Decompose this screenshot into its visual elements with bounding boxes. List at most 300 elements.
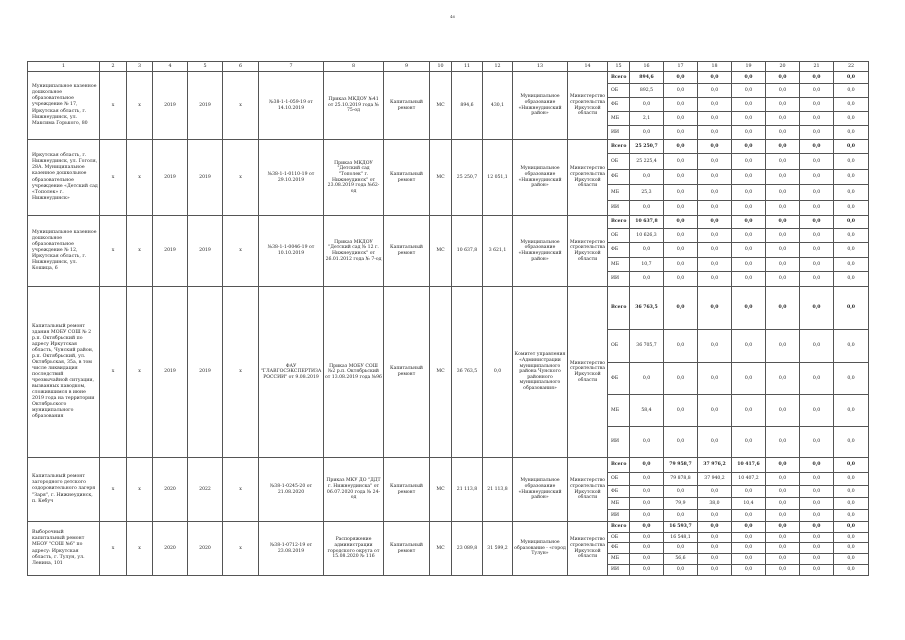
funding-value: 0,0 — [698, 154, 732, 170]
funding-value: 0,0 — [630, 98, 664, 112]
cell-c12: 12 051,1 — [483, 140, 513, 216]
column-header: 17 — [664, 62, 698, 72]
funding-value: 0,0 — [630, 533, 664, 543]
funding-value: 0,0 — [630, 126, 664, 140]
funding-value: 0,0 — [732, 112, 766, 126]
cell-c5: 2019 — [188, 287, 223, 458]
cell-c14: Министерство строительства Иркутской области — [568, 287, 608, 458]
funding-source-label: МБ — [608, 395, 630, 427]
funding-value: 0,0 — [834, 229, 869, 243]
cell-c5: 2020 — [188, 522, 223, 576]
funding-source-label: МБ — [608, 554, 630, 565]
funding-value: 0,0 — [732, 287, 766, 330]
funding-value: 0,0 — [766, 170, 800, 185]
column-header: 7 — [259, 62, 324, 72]
funding-value: 0,0 — [800, 287, 834, 330]
funding-value: 0,0 — [630, 458, 664, 473]
funding-value: 0,0 — [732, 216, 766, 229]
funding-value: 0,0 — [732, 126, 766, 140]
column-header: 15 — [608, 62, 630, 72]
funding-value: 0,0 — [766, 84, 800, 98]
cell-c2: х — [100, 522, 127, 576]
funding-value: 0,0 — [630, 272, 664, 287]
funding-value: 0,0 — [698, 543, 732, 554]
cell-c3: х — [127, 522, 153, 576]
funding-value: 0,0 — [630, 427, 664, 458]
cell-c12: 3 621,1 — [483, 216, 513, 287]
funding-value: 37 976,2 — [698, 458, 732, 473]
funding-value: 0,0 — [800, 554, 834, 565]
column-header: 9 — [384, 62, 430, 72]
funding-value: 0,0 — [834, 554, 869, 565]
funding-value: 0,0 — [800, 84, 834, 98]
funding-value: 0,0 — [698, 126, 732, 140]
funding-value: 0,0 — [732, 140, 766, 154]
cell-c4: 2019 — [153, 140, 188, 216]
funding-value: 0,0 — [766, 486, 800, 498]
column-header: 1 — [28, 62, 100, 72]
funding-value: 0,0 — [800, 458, 834, 473]
funding-value: 37 940,2 — [698, 473, 732, 486]
funding-value: 0,0 — [800, 170, 834, 185]
cell-c7: ФАУ "ГЛАВГОСЭКСПЕРТИЗА РОССИИ" от 9.08.2019 — [259, 287, 324, 458]
cell-c5: 2019 — [188, 216, 223, 287]
funding-value: 0,0 — [664, 565, 698, 576]
cell-c5: 2019 — [188, 140, 223, 216]
object-name: Выборочный капитальный ремонт МБОУ "СОШ №6" по адресу: Иркутская область, г. Тулун, ул. Ленина, 101 — [28, 522, 100, 576]
funding-value: 0,0 — [800, 565, 834, 576]
funding-value: 0,0 — [834, 258, 869, 272]
cell-c10: МС — [430, 458, 452, 522]
funding-value: 0,0 — [834, 473, 869, 486]
cell-c10: МС — [430, 140, 452, 216]
funding-value: 0,0 — [698, 84, 732, 98]
funding-value: 0,0 — [664, 287, 698, 330]
funding-value: 0,0 — [800, 216, 834, 229]
funding-value: 0,0 — [698, 258, 732, 272]
funding-value: 0,0 — [732, 395, 766, 427]
funding-value: 10 407,2 — [732, 473, 766, 486]
funding-value: 0,0 — [698, 72, 732, 84]
funding-value: 0,0 — [800, 533, 834, 543]
funding-value: 0,0 — [834, 458, 869, 473]
table-row — [28, 287, 869, 330]
funding-value: 0,0 — [664, 112, 698, 126]
funding-value: 0,0 — [664, 330, 698, 363]
funding-source-label: Всего — [608, 140, 630, 154]
funding-value: 0,0 — [698, 185, 732, 201]
cell-c4: 2020 — [153, 458, 188, 522]
cell-c6: х — [223, 458, 259, 522]
cell-c11: 25 250,7 — [452, 140, 483, 216]
funding-source-label: ИИ — [608, 201, 630, 216]
funding-value: 0,0 — [732, 330, 766, 363]
funding-value: 0,0 — [800, 473, 834, 486]
cell-c8: Приказ МКДОУ "Детский сад № 12 г. Нижнеудинск" от 26.01.2012 года № 7-од — [324, 216, 384, 287]
funding-source-label: ИИ — [608, 427, 630, 458]
funding-value: 0,0 — [698, 522, 732, 533]
funding-value: 0,0 — [698, 330, 732, 363]
table-row — [28, 72, 869, 84]
cell-c13: Муниципальное образование «Нижнеудинский район» — [513, 140, 568, 216]
funding-value: 0,0 — [732, 554, 766, 565]
cell-c4: 2019 — [153, 216, 188, 287]
funding-value: 0,0 — [800, 272, 834, 287]
cell-c12: 21 113,8 — [483, 458, 513, 522]
funding-value: 0,0 — [766, 363, 800, 395]
cell-c13: Муниципальное образование «Нижнеудинский район» — [513, 216, 568, 287]
cell-c10: МС — [430, 216, 452, 287]
funding-value: 16 548,1 — [664, 533, 698, 543]
funding-value: 894,6 — [630, 72, 664, 84]
funding-value: 10 417,6 — [732, 458, 766, 473]
funding-value: 0,0 — [698, 170, 732, 185]
funding-value: 0,0 — [766, 543, 800, 554]
cell-c9: Капитальный ремонт — [384, 287, 430, 458]
funding-value: 0,0 — [834, 98, 869, 112]
funding-value: 0,0 — [766, 427, 800, 458]
funding-value: 0,0 — [732, 170, 766, 185]
cell-c12: 0,0 — [483, 287, 513, 458]
funding-value: 0,0 — [766, 272, 800, 287]
funding-value: 0,0 — [698, 427, 732, 458]
funding-value: 0,0 — [732, 363, 766, 395]
cell-c7: №38-1-1-0110-19 от 29.10.2019 — [259, 140, 324, 216]
table-row — [28, 458, 869, 473]
cell-c4: 2019 — [153, 72, 188, 140]
funding-value: 0,0 — [766, 185, 800, 201]
column-header: 14 — [568, 62, 608, 72]
funding-value: 0,0 — [630, 363, 664, 395]
funding-value: 0,0 — [732, 427, 766, 458]
funding-source-label: ФБ — [608, 486, 630, 498]
funding-value: 0,0 — [800, 498, 834, 510]
funding-value: 0,0 — [766, 498, 800, 510]
cell-c2: х — [100, 287, 127, 458]
funding-value: 0,0 — [834, 140, 869, 154]
funding-value: 0,0 — [834, 112, 869, 126]
funding-value: 0,0 — [664, 229, 698, 243]
funding-value: 0,0 — [834, 395, 869, 427]
funding-value: 0,0 — [766, 154, 800, 170]
cell-c7: №38-1-0245-20 от 21.08.2020 — [259, 458, 324, 522]
funding-value: 0,0 — [664, 363, 698, 395]
funding-value: 0,0 — [766, 287, 800, 330]
funding-value: 0,0 — [698, 98, 732, 112]
cell-c2: х — [100, 140, 127, 216]
funding-value: 0,0 — [834, 84, 869, 98]
funding-value: 0,0 — [800, 395, 834, 427]
funding-value: 0,0 — [698, 395, 732, 427]
funding-value: 0,0 — [664, 201, 698, 216]
funding-value: 0,0 — [800, 243, 834, 258]
cell-c9: Капитальный ремонт — [384, 458, 430, 522]
cell-c11: 21 113,8 — [452, 458, 483, 522]
cell-c12: 31 599,2 — [483, 522, 513, 576]
funding-source-label: ОБ — [608, 229, 630, 243]
funding-value: 0,0 — [766, 395, 800, 427]
funding-value: 0,0 — [732, 522, 766, 533]
funding-source-label: ОБ — [608, 84, 630, 98]
funding-value: 0,0 — [766, 98, 800, 112]
table-row — [28, 522, 869, 533]
cell-c8: Приказ МКДОУ №41 от 25.10.2019 года № 75-од — [324, 72, 384, 140]
cell-c9: Капитальный ремонт — [384, 72, 430, 140]
funding-value: 0,0 — [766, 229, 800, 243]
cell-c8: Распоряжение администрации городского округа от 15.08.2020 № 116 — [324, 522, 384, 576]
cell-c3: х — [127, 287, 153, 458]
column-header: 10 — [430, 62, 452, 72]
funding-value: 56,6 — [664, 554, 698, 565]
cell-c11: 36 763,5 — [452, 287, 483, 458]
funding-value: 0,0 — [800, 486, 834, 498]
funding-value: 0,0 — [732, 510, 766, 522]
funding-value: 0,0 — [834, 510, 869, 522]
funding-value: 0,0 — [834, 243, 869, 258]
funding-value: 0,0 — [800, 140, 834, 154]
column-header: 8 — [324, 62, 384, 72]
cell-c3: х — [127, 140, 153, 216]
funding-value: 0,0 — [834, 72, 869, 84]
funding-value: 0,0 — [766, 112, 800, 126]
column-header: 16 — [630, 62, 664, 72]
funding-value: 0,0 — [834, 287, 869, 330]
cell-c3: х — [127, 72, 153, 140]
funding-value: 0,0 — [732, 258, 766, 272]
funding-value: 0,0 — [834, 201, 869, 216]
funding-value: 0,0 — [800, 543, 834, 554]
funding-value: 0,0 — [732, 98, 766, 112]
funding-source-label: ИИ — [608, 126, 630, 140]
funding-value: 36 763,5 — [630, 287, 664, 330]
funding-source-label: Всего — [608, 458, 630, 473]
funding-value: 0,0 — [698, 229, 732, 243]
cell-c2: х — [100, 458, 127, 522]
cell-c6: х — [223, 522, 259, 576]
funding-value: 0,0 — [664, 84, 698, 98]
cell-c14: Министерство строительства Иркутской области — [568, 522, 608, 576]
funding-value: 0,0 — [630, 554, 664, 565]
funding-value: 0,0 — [800, 112, 834, 126]
funding-value: 0,0 — [630, 498, 664, 510]
cell-c4: 2019 — [153, 287, 188, 458]
funding-value: 0,0 — [766, 510, 800, 522]
funding-value: 0,0 — [630, 543, 664, 554]
column-header: 2 — [100, 62, 127, 72]
funding-value: 0,0 — [664, 486, 698, 498]
cell-c5: 2019 — [188, 72, 223, 140]
funding-value: 79 958,7 — [664, 458, 698, 473]
funding-value: 0,0 — [800, 201, 834, 216]
funding-value: 0,0 — [834, 486, 869, 498]
funding-source-label: Всего — [608, 72, 630, 84]
cell-c7: №38-1-1-0046-19 от 10.10.2019 — [259, 216, 324, 287]
funding-value: 0,0 — [664, 510, 698, 522]
funding-value: 10,7 — [630, 258, 664, 272]
table-row — [28, 216, 869, 229]
funding-value: 0,0 — [698, 565, 732, 576]
funding-value: 0,0 — [834, 272, 869, 287]
cell-c13: Муниципальное образование «Нижнеудинский район» — [513, 458, 568, 522]
funding-value: 0,0 — [698, 216, 732, 229]
funding-value: 0,0 — [664, 427, 698, 458]
cell-c8: Приказ МКУ ДО "ДДТ г. Нижнеудинска" от 06.07.2020 года № 24-од — [324, 458, 384, 522]
funding-value: 25 225,4 — [630, 154, 664, 170]
funding-source-label: ИИ — [608, 272, 630, 287]
funding-value: 0,0 — [698, 510, 732, 522]
funding-value: 0,0 — [766, 330, 800, 363]
funding-value: 0,0 — [766, 216, 800, 229]
cell-c6: х — [223, 140, 259, 216]
funding-value: 0,0 — [698, 243, 732, 258]
column-header: 20 — [766, 62, 800, 72]
funding-value: 0,0 — [800, 126, 834, 140]
cell-c10: МС — [430, 287, 452, 458]
funding-value: 0,0 — [732, 84, 766, 98]
cell-c14: Министерство строительства Иркутской области — [568, 216, 608, 287]
cell-c14: Министерство строительства Иркутской области — [568, 72, 608, 140]
funding-value: 0,0 — [834, 427, 869, 458]
funding-value: 0,0 — [766, 126, 800, 140]
column-header: 13 — [513, 62, 568, 72]
funding-value: 0,0 — [698, 201, 732, 216]
cell-c11: 894,6 — [452, 72, 483, 140]
funding-value: 0,0 — [732, 486, 766, 498]
object-name: Иркутская область, г. Нижнеудинск, ул. Гоголя, 28А. Муниципальное казенное дошкольное образовательное учреждение «Детский сад «Тополек» г. Нижнеудинск» — [28, 140, 100, 216]
funding-source-label: МБ — [608, 112, 630, 126]
funding-value: 0,0 — [834, 522, 869, 533]
funding-value: 0,0 — [732, 533, 766, 543]
cell-c3: х — [127, 216, 153, 287]
column-header: 19 — [732, 62, 766, 72]
funding-source-label: ОБ — [608, 533, 630, 543]
funding-value: 0,0 — [664, 98, 698, 112]
funding-source-label: Всего — [608, 216, 630, 229]
funding-value: 0,0 — [766, 258, 800, 272]
funding-value: 0,0 — [766, 533, 800, 543]
cell-c12: 430,1 — [483, 72, 513, 140]
funding-value: 0,0 — [630, 565, 664, 576]
column-header: 12 — [483, 62, 513, 72]
funding-value: 0,0 — [698, 272, 732, 287]
funding-value: 0,0 — [834, 565, 869, 576]
funding-source-label: ОБ — [608, 330, 630, 363]
funding-source-label: МБ — [608, 185, 630, 201]
cell-c6: х — [223, 72, 259, 140]
funding-value: 0,0 — [732, 243, 766, 258]
cell-c6: х — [223, 216, 259, 287]
funding-value: 0,0 — [664, 185, 698, 201]
funding-source-label: ФБ — [608, 98, 630, 112]
cell-c7: №38-1-0712-19 от 23.08.2019 — [259, 522, 324, 576]
funding-value: 0,0 — [698, 554, 732, 565]
cell-c9: Капитальный ремонт — [384, 216, 430, 287]
cell-c5: 2022 — [188, 458, 223, 522]
funding-value: 0,0 — [732, 272, 766, 287]
funding-value: 0,0 — [698, 112, 732, 126]
funding-value: 58,4 — [630, 395, 664, 427]
funding-value: 38,0 — [698, 498, 732, 510]
funding-value: 0,0 — [834, 170, 869, 185]
funding-value: 79 878,8 — [664, 473, 698, 486]
funding-value: 0,0 — [630, 473, 664, 486]
funding-value: 0,0 — [732, 72, 766, 84]
funding-value: 0,0 — [766, 473, 800, 486]
funding-value: 0,0 — [664, 72, 698, 84]
cell-c4: 2020 — [153, 522, 188, 576]
funding-value: 0,0 — [834, 498, 869, 510]
funding-source-label: ИИ — [608, 510, 630, 522]
funding-value: 16 593,7 — [664, 522, 698, 533]
funding-value: 0,0 — [800, 98, 834, 112]
cell-c9: Капитальный ремонт — [384, 522, 430, 576]
funding-source-label: МБ — [608, 258, 630, 272]
funding-value: 0,0 — [800, 72, 834, 84]
funding-value: 10,4 — [732, 498, 766, 510]
funding-value: 892,5 — [630, 84, 664, 98]
funding-value: 0,0 — [664, 216, 698, 229]
funding-value: 0,0 — [664, 243, 698, 258]
funding-value: 0,0 — [664, 543, 698, 554]
funding-value: 0,0 — [800, 154, 834, 170]
cell-c14: Министерство строительства Иркутской области — [568, 458, 608, 522]
funding-value: 0,0 — [630, 486, 664, 498]
funding-value: 0,0 — [834, 330, 869, 363]
funding-value: 0,0 — [664, 170, 698, 185]
column-header: 22 — [834, 62, 869, 72]
page-number: 46 — [449, 14, 456, 19]
funding-value: 10 637,8 — [630, 216, 664, 229]
funding-value: 0,0 — [834, 543, 869, 554]
funding-source-label: ФБ — [608, 170, 630, 185]
cell-c11: 23 089,8 — [452, 522, 483, 576]
funding-value: 0,0 — [664, 395, 698, 427]
funding-source-label: ОБ — [608, 154, 630, 170]
funding-value: 25 250,7 — [630, 140, 664, 154]
funding-source-label: ИИ — [608, 565, 630, 576]
funding-value: 0,0 — [664, 258, 698, 272]
cell-c11: 10 637,8 — [452, 216, 483, 287]
funding-value: 0,0 — [698, 287, 732, 330]
funding-value: 2,1 — [630, 112, 664, 126]
cell-c8: Приказ МКДОУ "Детский сад "Тополек" г. Нижнеудинск" от 23.08.2019 года №62-од — [324, 140, 384, 216]
funding-value: 0,0 — [834, 363, 869, 395]
cell-c13: Муниципальное образование - «город Тулун» — [513, 522, 568, 576]
column-header: 5 — [188, 62, 223, 72]
object-name: Капитальный ремонт загородного детского оздоровительного лагеря "Заря", г. Нижнеудинск, п. Көбуч — [28, 458, 100, 522]
funding-value: 0,0 — [732, 154, 766, 170]
funding-value: 0,0 — [630, 170, 664, 185]
cell-c6: х — [223, 287, 259, 458]
funding-source-label: МБ — [608, 498, 630, 510]
funding-value: 0,0 — [766, 201, 800, 216]
funding-value: 0,0 — [698, 486, 732, 498]
funding-value: 0,0 — [834, 154, 869, 170]
funding-value: 0,0 — [698, 140, 732, 154]
funding-value: 36 705,7 — [630, 330, 664, 363]
funding-value: 0,0 — [630, 201, 664, 216]
funding-value: 0,0 — [630, 510, 664, 522]
cell-c10: МС — [430, 72, 452, 140]
budget-table — [27, 61, 869, 576]
funding-source-label: ОБ — [608, 473, 630, 486]
column-header: 3 — [127, 62, 153, 72]
cell-c14: Министерство строительства Иркутской области — [568, 140, 608, 216]
column-header: 21 — [800, 62, 834, 72]
funding-value: 0,0 — [630, 522, 664, 533]
cell-c3: х — [127, 458, 153, 522]
funding-value: 0,0 — [766, 72, 800, 84]
